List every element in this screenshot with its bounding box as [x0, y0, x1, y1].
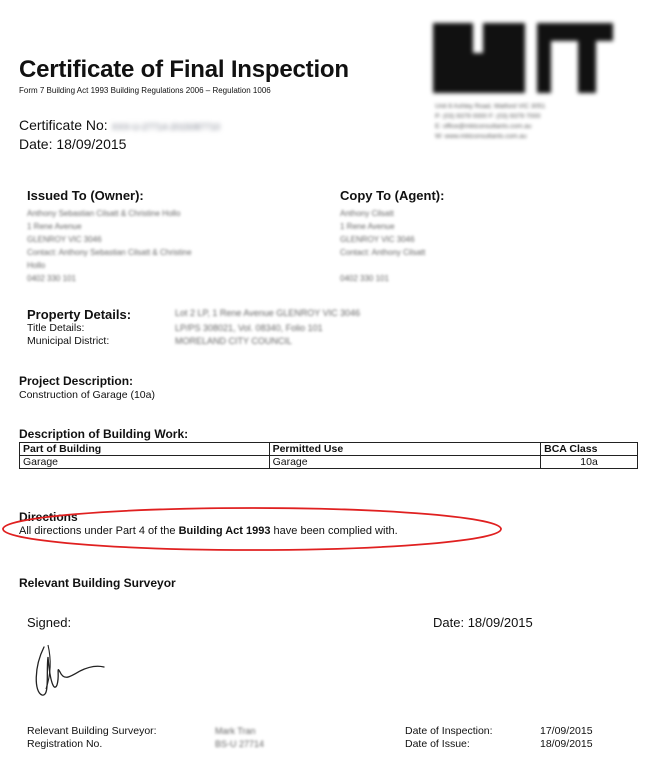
directions-heading: Directions: [19, 510, 78, 524]
building-work-table: [19, 442, 638, 469]
certificate-number-value: XXX-U-27714-2015087710: [111, 122, 221, 132]
signature-image: [30, 637, 110, 702]
issued-to-line: 0402 330 101: [27, 274, 76, 283]
signed-date: [433, 615, 533, 630]
issued-to-line: GLENROY VIC 3046: [27, 235, 102, 244]
signed-label: Signed:: [27, 615, 72, 630]
signed-date-value: 18/09/2015: [467, 615, 533, 630]
highlight-ellipse: [0, 502, 504, 554]
directions-text-part: have been complied with.: [270, 525, 398, 537]
certificate-title: Certificate of Final Inspection: [19, 56, 349, 83]
issued-to-details: [27, 207, 287, 285]
copy-to-details: [340, 207, 540, 285]
municipal-district-value: MORELAND CITY COUNCIL: [175, 336, 292, 346]
issued-to-line: Contact: Anthony Sebastian Cilsatt & Christine: [27, 248, 192, 257]
table-row: [20, 456, 638, 469]
building-work-heading: Description of Building Work:: [19, 427, 189, 441]
rbs-label: Relevant Building Surveyor:: [27, 725, 157, 737]
issued-to-line: Anthony Sebastian Cilsatt & Christine Hollo: [27, 209, 181, 218]
table-header-row: [20, 443, 638, 456]
registration-label: Registration No.: [27, 738, 103, 750]
property-details-heading: Property Details:: [27, 307, 132, 322]
issued-to-line: 1 Rene Avenue: [27, 222, 82, 231]
inspection-date-label: Date of Inspection:: [405, 725, 493, 737]
municipal-district-label: Municipal District:: [27, 335, 110, 347]
copy-to-line: [340, 259, 540, 272]
copy-to-line: GLENROY VIC 3046: [340, 235, 415, 244]
column-header: BCA Class: [541, 443, 638, 456]
copy-to-heading: Copy To (Agent):: [340, 188, 445, 203]
signed-date-label: Date:: [433, 615, 465, 630]
issue-date-value: 18/09/2015: [540, 738, 593, 750]
copy-to-line: 1 Rene Avenue: [340, 222, 395, 231]
issue-date-label: Date of Issue:: [405, 738, 470, 750]
certificate-number-label: Certificate No:: [19, 117, 108, 133]
title-details-value: LP/PS 308021, Vol. 08340, Folio 101: [175, 323, 323, 333]
company-contact: [435, 102, 615, 142]
table-cell: Garage: [269, 456, 541, 469]
contact-line: P: (03) 9379 0000 F: (03) 9379 7000: [435, 113, 541, 120]
certificate-date-label: Date:: [19, 136, 53, 152]
column-header: Permitted Use: [269, 443, 541, 456]
issued-to-line: Hollo: [27, 261, 46, 270]
contact-line: Unit 8 Ashley Road, Watford VIC 3051: [435, 103, 546, 110]
company-logo: [433, 23, 613, 93]
inspection-date-value: 17/09/2015: [540, 725, 593, 737]
contact-line: W: www.mktconsultants.com.au: [435, 133, 527, 140]
contact-line: E: office@mktconsultants.com.au: [435, 123, 532, 130]
project-description-heading: Project Description:: [19, 374, 134, 388]
registration-value: BS-U 27714: [215, 739, 265, 749]
surveyor-heading: Relevant Building Surveyor: [19, 576, 176, 590]
directions-act-name: Building Act 1993: [178, 525, 271, 537]
project-description-value: Construction of Garage (10a): [19, 389, 155, 401]
certificate-date-value: 18/09/2015: [56, 136, 127, 152]
copy-to-line: 0402 330 101: [340, 274, 389, 283]
copy-to-line: Contact: Anthony Cilsatt: [340, 248, 426, 257]
certificate-info: [19, 117, 220, 153]
rbs-value: Mark Tran: [215, 726, 256, 736]
copy-to-line: Anthony Cilsatt: [340, 209, 394, 218]
directions-text-part: All directions under Part 4 of the: [19, 525, 179, 537]
table-cell: 10a: [541, 456, 638, 469]
table-cell: Garage: [20, 456, 270, 469]
certificate-subtitle: Form 7 Building Act 1993 Building Regulations 2006 – Regulation 1006: [19, 86, 271, 95]
column-header: Part of Building: [20, 443, 270, 456]
property-address: Lot 2 LP, 1 Rene Avenue GLENROY VIC 3046: [175, 308, 361, 318]
issued-to-heading: Issued To (Owner):: [27, 188, 144, 203]
title-details-label: Title Details:: [27, 322, 85, 334]
